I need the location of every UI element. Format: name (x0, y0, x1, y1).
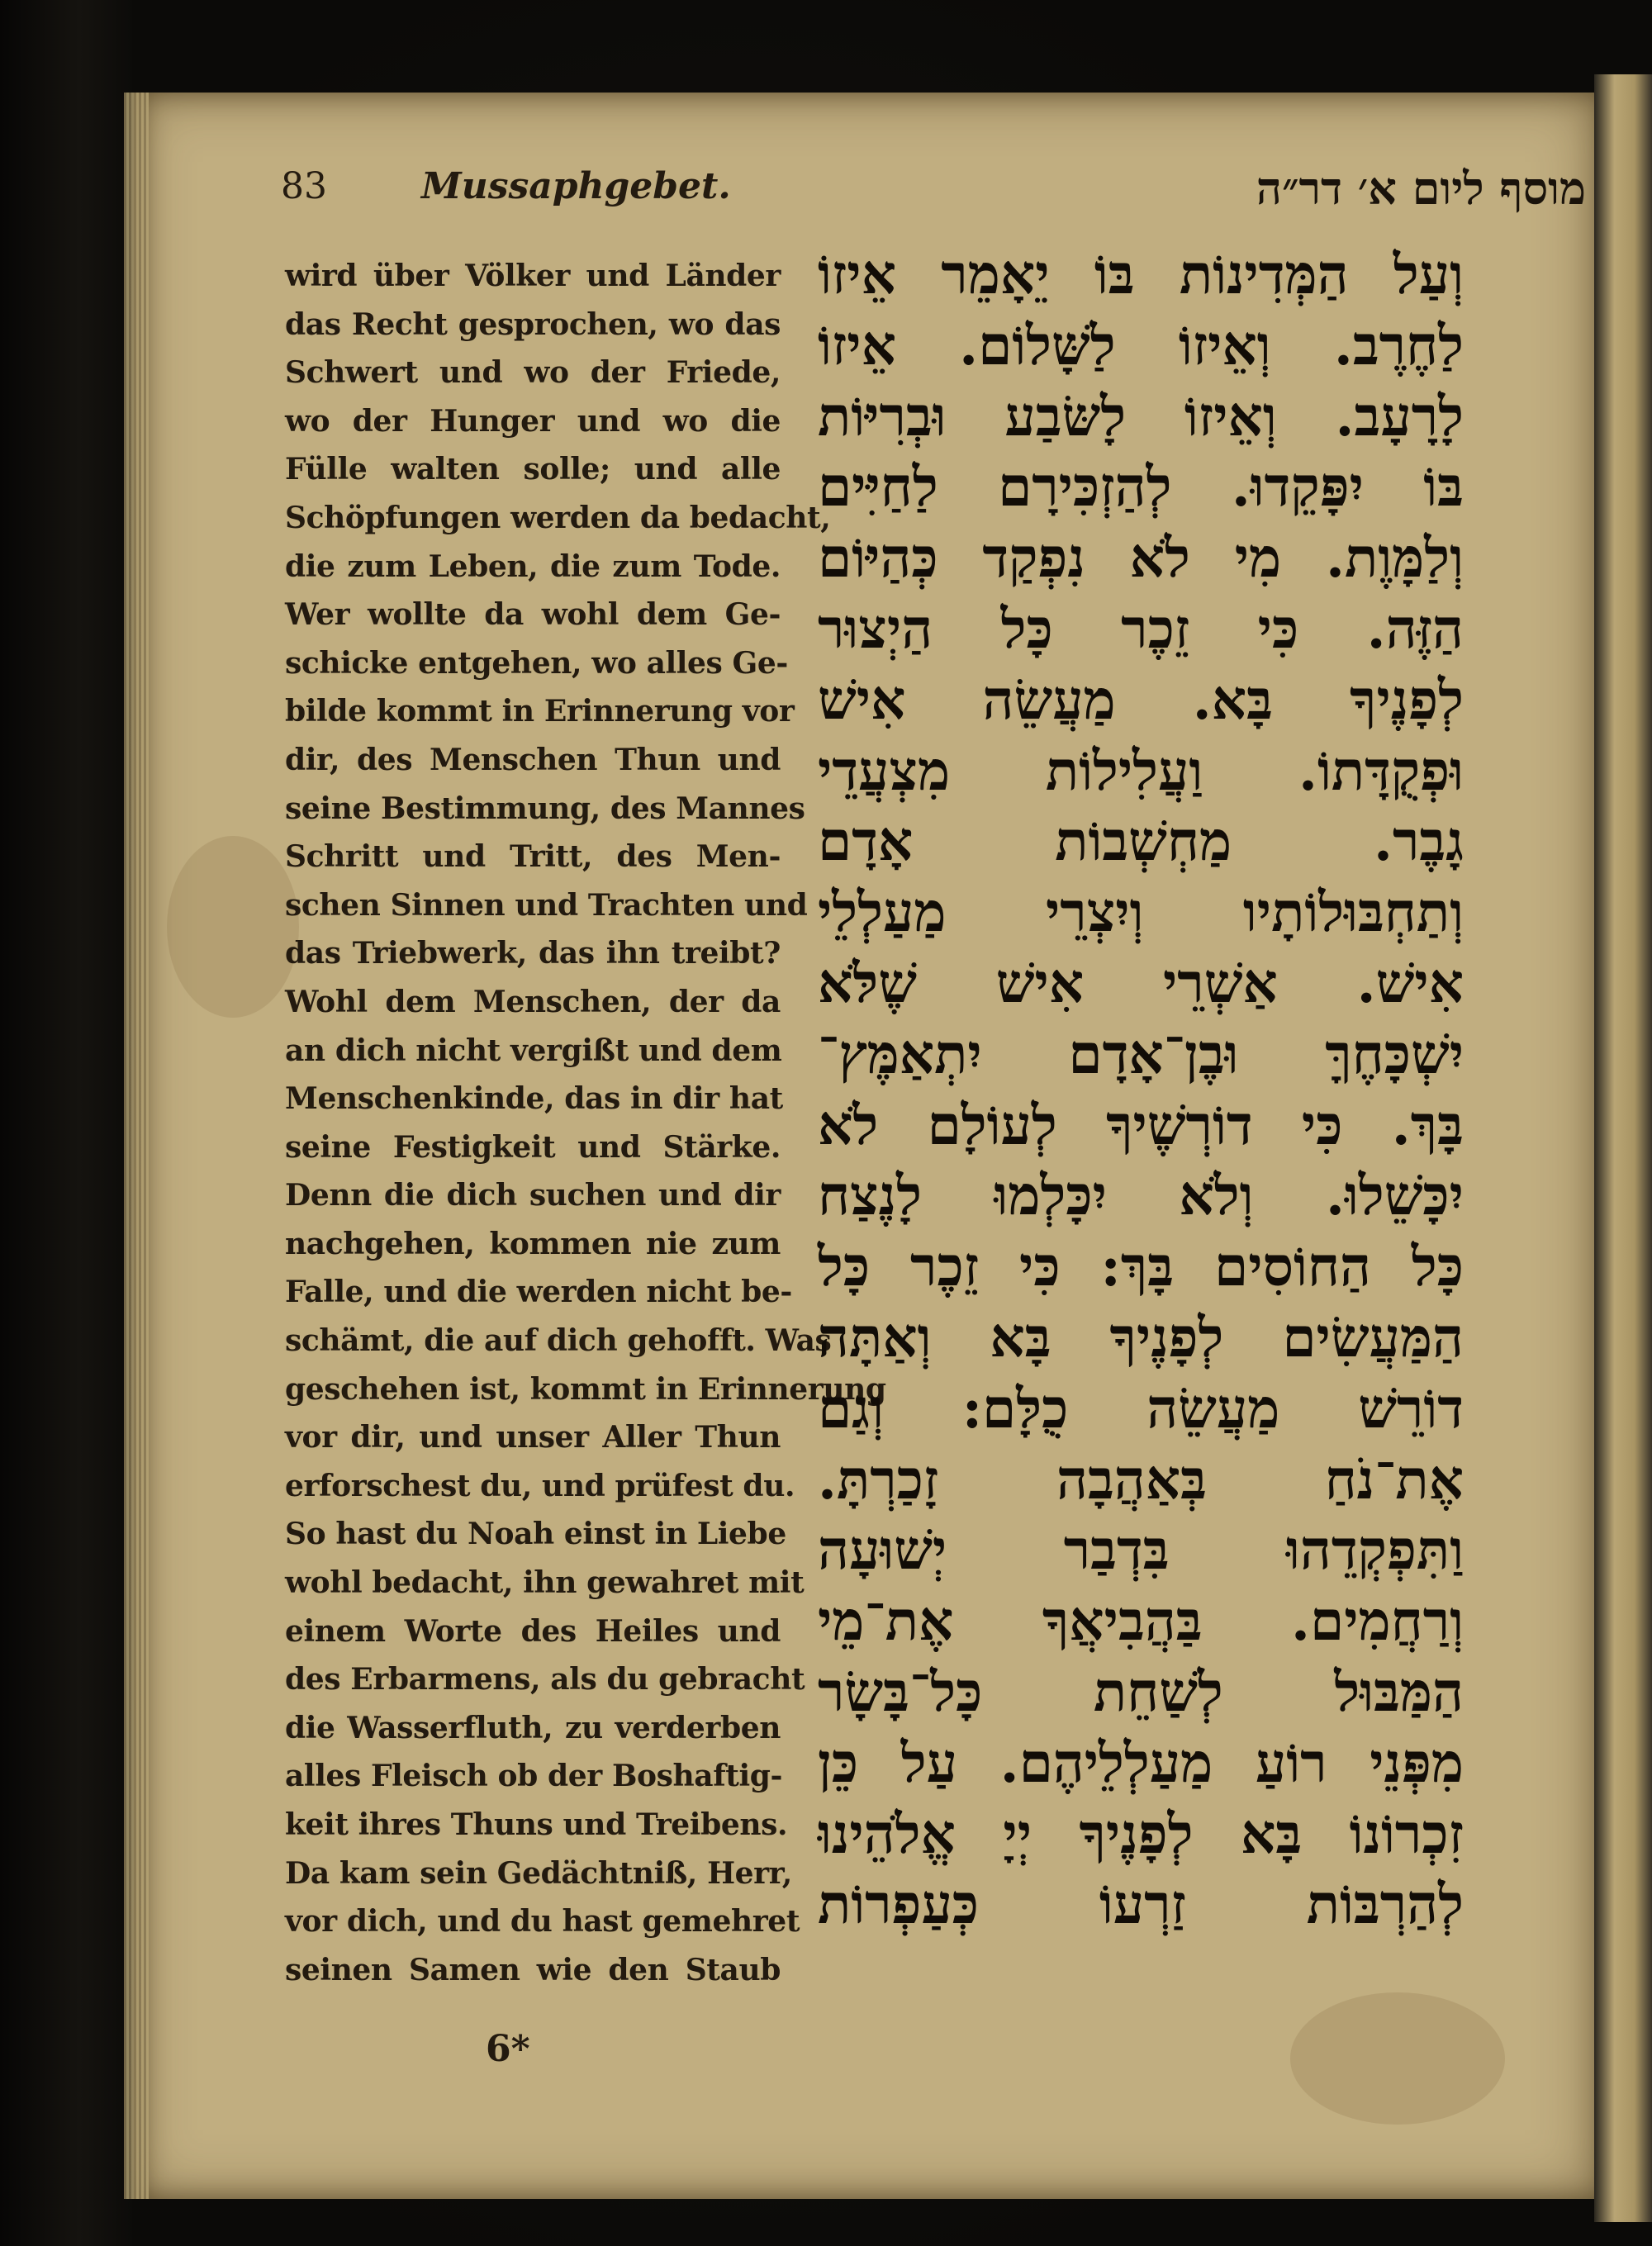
german-text-line: die zum Leben, die zum Tode. (285, 548, 781, 584)
german-text-line: Denn die dich suchen und dir (285, 1178, 781, 1213)
german-text-line: einem Worte des Heiles und (285, 1613, 781, 1649)
hebrew-text-line: הַמַּעֲשִׂים לְפָנֶיךָ בָּא וְאַתָּה (818, 1304, 1464, 1370)
german-text-line: So hast du Noah einst in Liebe (285, 1517, 786, 1552)
german-text-line: Schritt und Tritt, des Men- (285, 839, 781, 875)
german-text-line: geschehen ist, kommt in Erinnerung (285, 1371, 886, 1407)
german-text-line: die Wasserfluth, zu verderben (285, 1710, 781, 1745)
german-text-line: keit ihres Thuns und Treibens. (285, 1807, 788, 1842)
hebrew-text-line: וְתַחְבּוּלוֹתָיו וְיִצְרֵי מַעַלְלֵי (818, 880, 1464, 945)
hebrew-running-title: מוסף ליום א׳ דר״ה (1256, 162, 1586, 215)
hebrew-text-line: וְעַל הַמְּדִינוֹת בּוֹ יֵאָמֵר אֵיזוֹ (818, 242, 1464, 306)
german-text-line: schämt, die auf dich gehofft. Was (285, 1323, 832, 1359)
facing-page-edge (1594, 74, 1652, 2222)
hebrew-text-line: דוֹרֵשׁ מַעֲשֵׂה כֻלָּם: וְגַם (818, 1375, 1464, 1441)
hebrew-text-line: וַתִּפְקְדֵהוּ בִּדְבַר יְשׁוּעָה (818, 1517, 1464, 1583)
german-text-line: das Triebwerk, das ihn treibt? (285, 936, 781, 971)
hebrew-text-line: לָרָעָב. וְאֵיזוֹ לָשּׂבַע וּבְרִיּוֹת (818, 383, 1464, 449)
hebrew-text-line: לַחֶרֶב. וְאֵיזוֹ לַשָּׁלוֹם. אֵיזוֹ (818, 312, 1464, 377)
running-title: Mussaphgebet. (421, 165, 731, 207)
hebrew-text-line: וְלַמָּוֶת. מִי לֹא נִפְקַד כְּהַיּוֹם (818, 525, 1464, 591)
hebrew-text-line: בָּךְ. כִּי דוֹרְשֶׁיךָ לְעוֹלָם לֹא (818, 1092, 1464, 1157)
hebrew-text-line: יִשְׁכָּחֶךָּ וּבֶן־אָדָם יִתְאַמֶּץ־ (818, 1021, 1464, 1086)
hebrew-text-line: מִפְּנֵי רוֹעַ מַעַלְלֵיהֶם. עַל כֵּן (818, 1730, 1464, 1795)
hebrew-text-line: הַמַּבּוּל לְשַׁחֵת כָּל־בָּשָׂר (818, 1659, 1464, 1724)
german-text-line: Falle, und die werden nicht be- (285, 1275, 792, 1310)
german-translation-column (285, 252, 886, 1994)
hebrew-text-line: וּפְקֻדָּתוֹ. וַעֲלִילוֹת מִצְעֲדֵי (818, 738, 1464, 803)
german-text-line: nachgehen, kommen nie zum (285, 1226, 781, 1261)
german-text-line: seine Festigkeit und Stärke. (285, 1129, 781, 1165)
page-number: 83 (281, 165, 327, 207)
german-text-line: Fülle walten solle; und alle (285, 452, 781, 487)
hebrew-text-line: לְהַרְבּוֹת זַרְעוֹ כְּעַפְרוֹת (818, 1872, 1464, 1937)
hebrew-text-line: אִישׁ. אַשְׁרֵי אִישׁ שֶׁלֹּא (818, 950, 1464, 1015)
page-header (281, 162, 1602, 248)
german-text-line: Wohl dem Menschen, der da (285, 984, 781, 1019)
german-text-line: wo der Hunger und wo die (285, 403, 781, 439)
german-text-line: Schwert und wo der Friede, (285, 355, 781, 391)
german-text-line: wird über Völker und Länder (285, 259, 781, 293)
hebrew-text-line: וְרַחֲמִים. בַּהֲבִיאֲךָ אֶת־מֵי (818, 1588, 1464, 1654)
german-text-line: des Erbarmens, als du gebracht (285, 1662, 805, 1698)
german-text-line: erforschest du, und prüfest du. (285, 1468, 795, 1503)
hebrew-text-line: גָבֶר. מַחְשְׁבוֹת אָדָם (818, 809, 1464, 874)
german-text-line: das Recht gesprochen, wo das (285, 306, 781, 342)
hebrew-text-line: יִכָּשֵׁלוּ. וְלֹא יִכָּלְמוּ לָנֶצַח (818, 1163, 1464, 1228)
german-text-line: schicke entgehen, wo alles Ge- (285, 645, 788, 681)
hebrew-prayer-column (818, 240, 1464, 1940)
page-edges-left (124, 93, 149, 2199)
german-text-line: an dich nicht vergißt und dem (285, 1033, 782, 1068)
hebrew-text-line: זִכְרוֹנוֹ בָּא לְפָנֶיךָ יְיָ אֱלֹהֵינוּ (818, 1801, 1464, 1866)
german-text-line: seinen Samen wie den Staub (285, 1952, 781, 1987)
german-text-line: dir, des Menschen Thun und (285, 742, 781, 777)
german-text-line: Menschenkinde, das in dir hat (285, 1081, 783, 1117)
german-text-line: seine Bestimmung, des Mannes (285, 791, 805, 826)
german-text-line: Wer wollte da wohl dem Ge- (285, 597, 781, 633)
german-text-line: bilde kommt in Erinnerung vor (285, 694, 795, 729)
hebrew-text-line: הַזֶּה. כִּי זֵכֶר כָּל הַיְצוּר (818, 596, 1464, 661)
hebrew-text-line: אֶת־נֹחַ בְּאַהֲבָה זָכַרְתָּ. (818, 1446, 1464, 1512)
hebrew-text-line: בּוֹ יִפָּקֵדוּ. לְהַזְכִּירָם לַחַיִּים (818, 454, 1464, 520)
signature-mark: 6* (486, 2028, 530, 2070)
german-text-line: Da kam sein Gedächtniß, Herr, (285, 1855, 792, 1891)
hebrew-text-line: כָּל הַחוֹסִים בָּךְ: כִּי זֵכֶר כָּל (818, 1234, 1464, 1299)
german-text-line: alles Fleisch ob der Boshaftig- (285, 1759, 783, 1794)
german-text-line: schen Sinnen und Trachten und (285, 887, 808, 923)
german-text-line: vor dich, und du hast gemehret (285, 1904, 800, 1940)
paper-stain (1290, 1992, 1505, 2125)
book-binding (0, 0, 132, 2246)
hebrew-text-line: לְפָנֶיךָ בָּא. מַעֲשֵׂה אִישׁ (818, 667, 1464, 732)
german-text-line: wohl bedacht, ihn gewahret mit (285, 1565, 805, 1601)
german-text-line: Schöpfungen werden da bedacht, (285, 500, 831, 535)
german-text-line: vor dir, und unser Aller Thun (285, 1420, 781, 1455)
paper-stain (167, 836, 299, 1018)
